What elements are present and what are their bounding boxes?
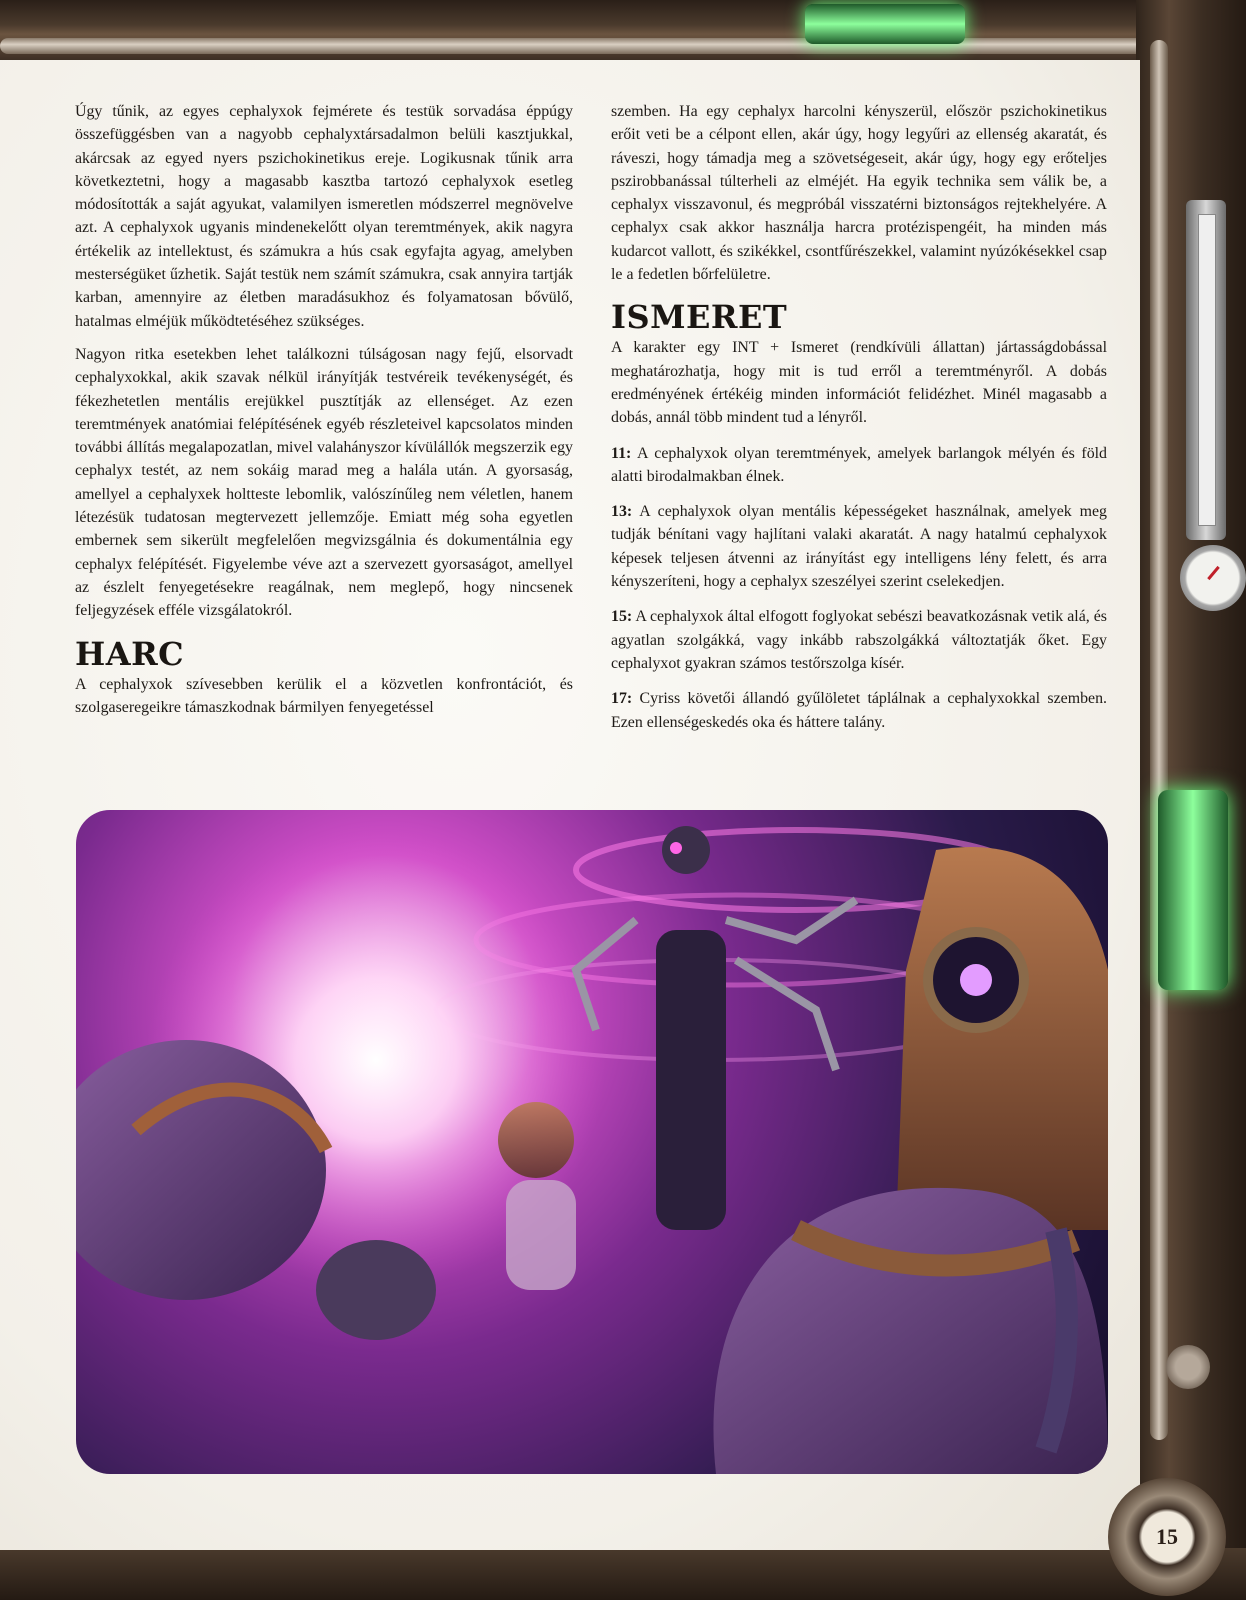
lore-entry (611, 605, 1107, 675)
paragraph: szemben. Ha egy cephalyx harcolni kényszerül, először pszichokinetikus erőit veti be a célpont ellen, akár úgy, hogy legyűri az ellenség akaratát, és ráveszi, hogy támadja meg a szövetségeseit, akár úgy, hogy egy erőteljes pszirobbanással túlterheli az elméjét. Ha egyik technika sem válik be, a cephalyx visszavonul, és megpróbál visszatérni biztonságos rejtekhelyére. A cephalyx csak akkor használja harcra protézispengéit, ha minden más kudarcot vallott, és szikékkel, csontfűrészekkel, valamint nyúzókésekkel csap le a fedetlen bőrfelületre. (611, 103, 1107, 284)
mechanical-arm (726, 900, 856, 940)
lore-entry (611, 442, 1107, 489)
green-tube-decoration (805, 4, 965, 44)
large-drudge-helmet (896, 847, 1108, 1230)
paragraph: A cephalyxok szívesebben kerülik el a közvetlen konfrontációt, és szolgaseregeikre támaszkodnak bármilyen fenyegetéssel (75, 675, 573, 716)
paragraph: A karakter egy INT + Ismeret (rendkívüli állattan) jártasságdobással meghatározhatja, hogy mit is tud erről a teremtményről. A dobás eredményének értékéig minden információt felidézhet. Minél magasabb a dobás, annál több mindent tud a lényről. (611, 339, 1107, 427)
page-number: 15 (1156, 1524, 1178, 1549)
bolt-icon (1166, 1345, 1210, 1389)
drudge-body (506, 1180, 576, 1290)
thermometer-decoration (1186, 200, 1226, 540)
entry-number: 17: (611, 690, 633, 708)
lore-entry (611, 500, 1107, 593)
entry-text: A cephalyxok által elfogott foglyokat sebészi beavatkozásnak vetik alá, és agyatlan szolgákká, vagy inkább rabszolgákká változtatják őket. Egy cephalyxot gyakran számos testőrszolga kísér. (611, 608, 1107, 672)
lore-entry (611, 687, 1107, 734)
illustration-artwork (76, 810, 1108, 1474)
cephalyx-head (662, 826, 710, 874)
paragraph: Úgy tűnik, az egyes cephalyxok fejmérete és testük sorvadása éppúgy összefüggésben van a nagyobb cephalyxtársadalmon belüli kasztjukkal, akárcsak az egyed nyers pszichokinetikus ereje. Logikusnak tűnik arra következtetni, hogy a magasabb kasztba tartozó cephalyxok esetleg módosították a saját agyukat, valamilyen ismeretlen módszerrel megnövelve azt. A cephalyxok ugyanis mindenekelőtt olyan teremtmények, akik nagyra értékelik az intellektust, és számukra a hús csak egyfajta agyag, amelyben mesterségüket űzhetik. Saját testük nem számít számukra, csak annyira tartják karban, amennyire az életben maradásukhoz és folyamatosan bővülő, hatalmas elméjük működtetéséhez szükséges. (75, 103, 573, 330)
section-heading-ismeret: ISMERET (611, 298, 788, 337)
entry-text: A cephalyxok olyan mentális képességeket használnak, amelyek meg tudják bénítani vagy hajlítani valaki akaratát. A nagy hatalmú cephalyxok képesek teljesen átvenni az irányítást egy intelligens lény felett, és arra kényszeríteni, hogy a cephalyx szeszélyei szerint cselekedjen. (611, 503, 1107, 591)
glowing-eye-icon (670, 842, 682, 854)
right-column (611, 100, 1107, 734)
right-pipe-decoration (1150, 40, 1168, 1440)
glowing-eye-icon (960, 964, 992, 996)
entry-text: Cyriss követői állandó gyűlöletet táplálnak a cephalyxokkal szemben. Ezen ellenségeskedés oka és háttere talány. (611, 690, 1107, 731)
frame-bottom-decoration (0, 1548, 1246, 1600)
section-heading-harc: HARC (75, 634, 185, 673)
mechanical-arm (736, 960, 836, 1070)
left-column (75, 100, 573, 719)
paragraph: Nagyon ritka esetekben lehet találkozni túlságosan nagy fejű, elsorvadt cephalyxokkal, akik szavak nélkül irányítják testvéreik tevékenységét, és fékezhetetlen mentális erejükkel pusztítják az ellenséget. Az ezen teremtmények anatómiai felépítésének egyéb részleteivel kapcsolatos minden további állítás megalapozatlan, mivel valahányszor kívülállók megszerzik egy cephalyx testét, az nem sokáig marad meg a halála után. A gyorsaság, amellyel a cephalyxek holtteste lebomlik, valószínűleg nem véletlen, hanem létezésük tudatosan megtervezett jellemzője. Emiatt még soha egyetlen embernek sem sikerült megfelelően megvizsgálnia és dokumentálnia egy cephalyx felépítését. Figyelembe véve azt a szervezett gyorsaságot, amellyel az észlelt fenyegetésekre reagálnak, nem meglepő, hogy nincsenek feljegyzések efféle vizsgálatokról. (75, 345, 573, 620)
mechanical-fist (316, 1240, 436, 1340)
drudge-helmet (498, 1102, 574, 1178)
entry-number: 13: (611, 503, 633, 521)
cephalyx-robe (656, 930, 726, 1230)
entry-text: A cephalyxok olyan teremtmények, amelyek barlangok mélyén és föld alatti birodalmakban élnek. (611, 444, 1107, 485)
entry-number: 11: (611, 444, 632, 462)
pressure-gauge-icon (1180, 545, 1246, 611)
cephalyx-illustration (76, 810, 1108, 1474)
green-tube-right-decoration (1158, 790, 1228, 990)
top-pipe-decoration (0, 38, 1246, 54)
entry-number: 15: (611, 608, 633, 626)
